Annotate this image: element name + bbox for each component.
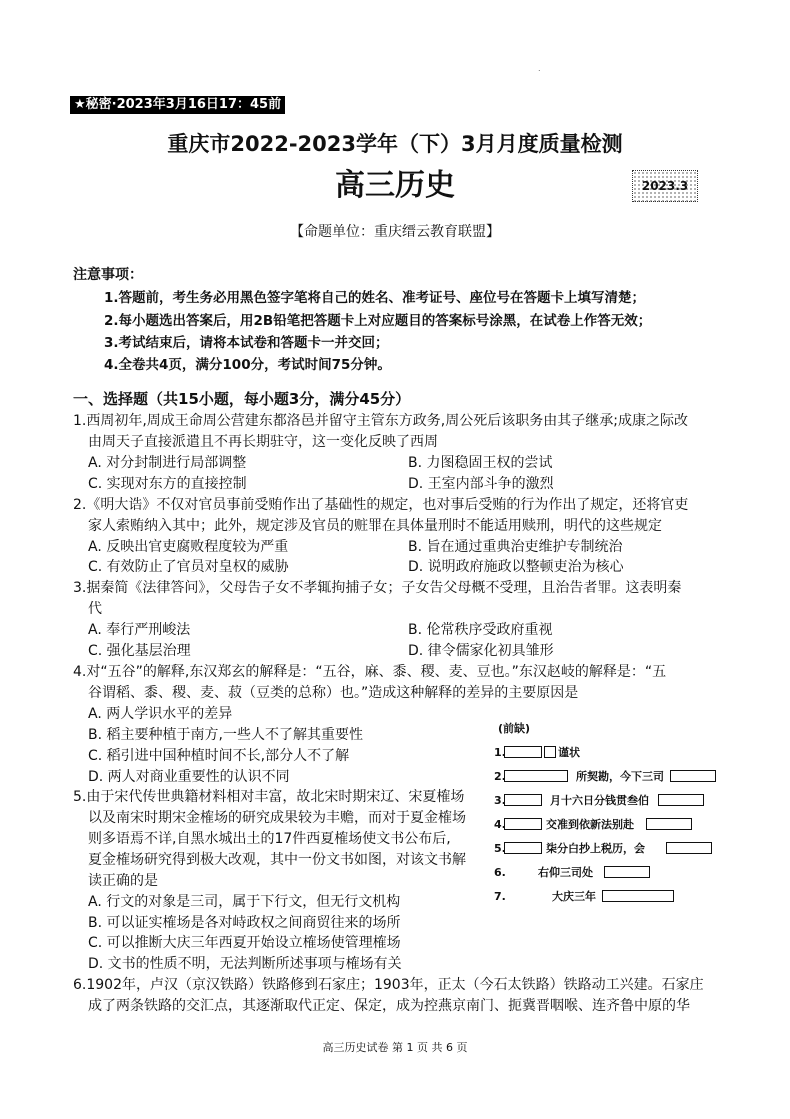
question-1-option-a: A. 对分封制进行局部调整 [88, 455, 247, 471]
secret-label: ★秘密·2023年3月16日17：45前 [70, 96, 285, 114]
figure-row-text: 大庆三年 [552, 890, 596, 903]
question-6-stem: 6.1902年，卢汉（京汉铁路）铁路修到石家庄；1903年，正太（今石太铁路）铁路动工兴建。石家庄 [73, 977, 704, 993]
exam-title: 重庆市2022-2023学年（下）3月月度质量检测 [167, 132, 623, 156]
figure-row-number: 4. [494, 818, 506, 831]
question-1-option-b: B. 力图稳固王权的尝试 [408, 455, 553, 471]
figure-heading: (前缺) [498, 722, 531, 735]
question-1-stem-cont: 由周天子直接派遣且不再长期驻守，这一变化反映了西周 [88, 434, 438, 450]
figure-gap-box [504, 818, 542, 830]
notice-item: 4.全卷共4页，满分100分，考试时间75分钟。 [104, 357, 391, 373]
question-2-stem: 2.《明大诰》不仅对官员事前受贿作出了基础性的规定，也对事后受贿的行为作出了规定，还将官吏 [73, 497, 689, 513]
figure-row-text: 所契勘，今下三司 [576, 770, 664, 783]
figure-gap-box [544, 746, 556, 758]
question-2-option-b: B. 旨在通过重典治吏维护专制统治 [408, 539, 623, 555]
subject-title: 高三历史 [335, 168, 455, 203]
question-4-stem-cont: 谷谓稻、黍、稷、麦、菽（豆类的总称）也。”造成这种解释的差异的主要原因是 [88, 685, 579, 701]
question-5-option-a: A. 行文的对象是三司，属于下行文，但无行文机构 [88, 894, 401, 910]
question-3-option-c: C. 强化基层治理 [88, 643, 191, 659]
question-5-stem-cont: 则多语焉不详,自黑水城出土的17件西夏榷场使文书公布后, [88, 831, 451, 847]
question-4-stem: 4.对“五谷”的解释,东汉郑玄的解释是：“五谷，麻、黍、稷、麦、豆也。”东汉赵岐的解释是：“五 [73, 664, 667, 680]
question-4-option-a: A. 两人学识水平的差异 [88, 706, 233, 722]
issuing-unit: 【命题单位：重庆缙云教育联盟】 [290, 224, 500, 240]
figure-row-text: 柒分白抄上税历，会 [546, 842, 645, 855]
figure-row-text: 右仰三司处 [538, 866, 593, 879]
figure-gap-box [670, 770, 716, 782]
notice-item: 3.考试结束后，请将本试卷和答题卡一并交回； [104, 335, 389, 351]
figure-row-text: 交准到依新法别赴 [546, 818, 634, 831]
figure-gap-box [666, 842, 712, 854]
question-1-option-d: D. 王室内部斗争的激烈 [408, 476, 554, 492]
question-2-option-d: D. 说明政府施政以整顿吏治为核心 [408, 559, 624, 575]
question-3-option-b: B. 伦常秩序受政府重视 [408, 622, 553, 638]
figure-gap-box [658, 794, 704, 806]
section-title: 一、选择题（共15小题，每小题3分，满分45分） [73, 390, 411, 408]
figure-gap-box [504, 842, 542, 854]
figure-row-number: 7. [494, 890, 506, 903]
question-5-option-b: B. 可以证实榷场是各对峙政权之间商贸往来的场所 [88, 915, 401, 931]
figure-row-number: 5. [494, 842, 506, 855]
question-5-stem: 5.由于宋代传世典籍材料相对丰富，故北宋时期宋辽、宋夏榷场 [73, 789, 465, 805]
figure-gap-box [504, 746, 542, 758]
figure-row-text: 月十六日分钱贯叁伯 [550, 794, 649, 807]
question-5-stem-cont: 读正确的是 [88, 873, 158, 889]
question-5-option-d: D. 文书的性质不明，无法判断所述事项与榷场有关 [88, 956, 402, 972]
document-figure [490, 718, 730, 908]
figure-gap-box [504, 794, 542, 806]
question-2-option-a: A. 反映出官吏腐败程度较为严重 [88, 539, 289, 555]
figure-row-number: 2. [494, 770, 506, 783]
figure-gap-box [504, 770, 568, 782]
question-5-stem-cont: 以及南宋时期宋金榷场的研究成果较为丰赡，而对于夏金榷场 [88, 810, 466, 826]
figure-gap-box [604, 866, 650, 878]
figure-row-text: 谨状 [558, 746, 580, 759]
question-3-stem: 3.据秦简《法律答问》，父母告子女不孝辄拘捕子女；子女告父母概不受理，且治告者罪。这表明秦 [73, 580, 682, 596]
figure-gap-box [646, 818, 692, 830]
question-3-stem-cont: 代 [88, 601, 102, 617]
figure-row-number: 3. [494, 794, 506, 807]
question-6-stem-cont: 成了两条铁路的交汇点，其逐渐取代正定、保定，成为控燕京南门、扼冀晋咽喉、连齐鲁中原的华 [88, 998, 690, 1014]
question-1-option-c: C. 实现对东方的直接控制 [88, 476, 247, 492]
question-1-stem: 1.西周初年,周成王命周公营建东都洛邑并留守主管东方政务,周公死后该职务由其子继承;成康之际改 [73, 413, 688, 429]
page-footer: 高三历史试卷 第 1 页 共 6 页 [322, 1041, 468, 1054]
notice-heading: 注意事项： [73, 267, 143, 283]
figure-row-number: 1. [494, 746, 506, 759]
question-3-option-d: D. 律令儒家化初具雏形 [408, 643, 554, 659]
question-5-option-c: C. 可以推断大庆三年西夏开始设立榷场使管理榷场 [88, 935, 401, 951]
question-2-option-c: C. 有效防止了官员对皇权的威胁 [88, 559, 289, 575]
figure-row-number: 6. [494, 866, 506, 879]
scan-dot: . [538, 64, 541, 73]
question-5-stem-cont: 夏金榷场研究得到极大改观，其中一份文书如图，对该文书解 [88, 852, 466, 868]
notice-item: 2.每小题选出答案后，用2B铅笔把答题卡上对应题目的答案标号涂黑，在试卷上作答无效； [104, 313, 652, 329]
question-2-stem-cont: 家人索贿纳入其中；此外，规定涉及官员的赃罪在具体量刑时不能适用赎刑，明代的这些规定 [88, 518, 662, 534]
question-3-option-a: A. 奉行严刑峻法 [88, 622, 191, 638]
date-badge: 2023.3 [632, 170, 698, 202]
question-4-option-b: B. 稻主要种植于南方,一些人不了解其重要性 [88, 727, 363, 743]
question-4-option-d: D. 两人对商业重要性的认识不同 [88, 769, 290, 785]
question-4-option-c: C. 稻引进中国种植时间不长,部分人不了解 [88, 748, 350, 764]
notice-item: 1.答题前，考生务必用黑色签字笔将自己的姓名、准考证号、座位号在答题卡上填写清楚； [104, 290, 646, 306]
figure-gap-box [602, 890, 674, 902]
